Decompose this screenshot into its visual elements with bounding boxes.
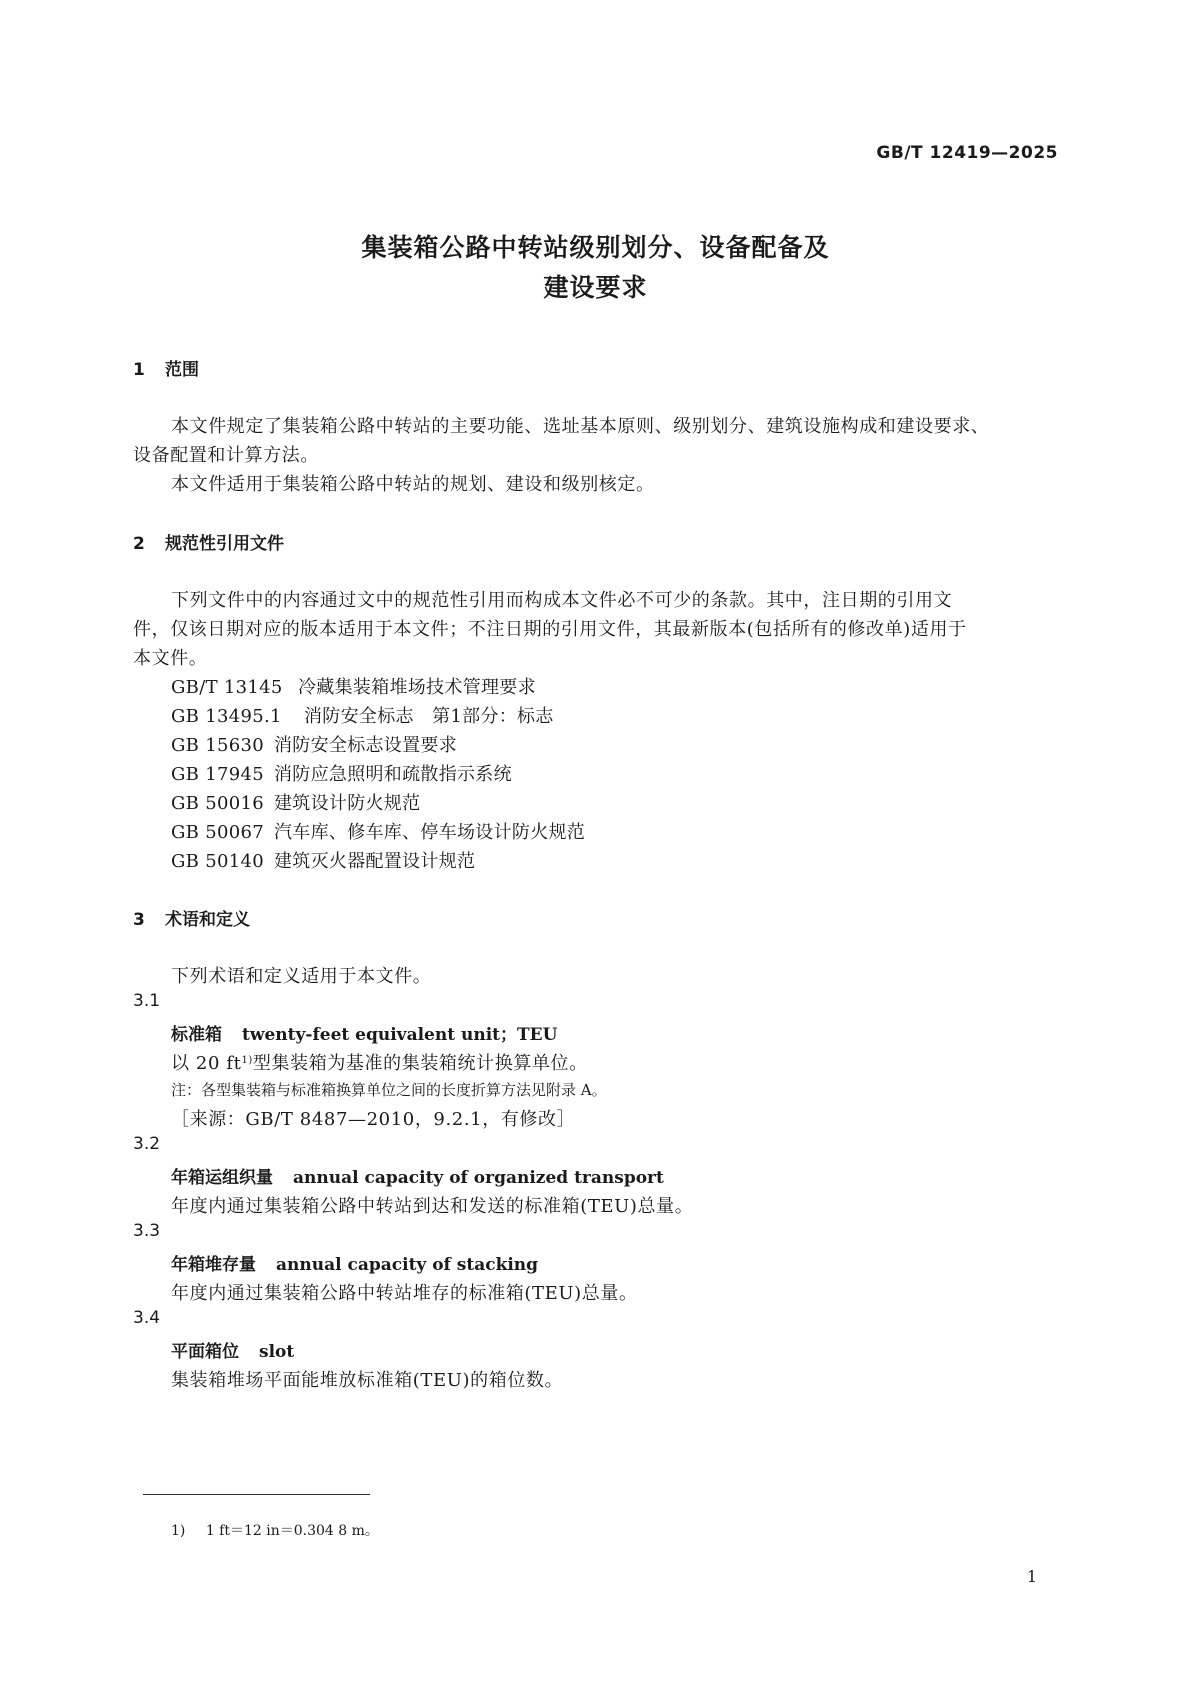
document-title-line-1: 集装箱公路中转站级别划分、设备配备及 [361,233,830,262]
footnote-rule [143,1494,370,1495]
section-3-heading [133,905,250,930]
section-title: 规范性引用文件 [165,534,284,554]
section-number: 1 [133,360,145,380]
ref-title: 汽车库、修车库、停车场设计防火规范 [274,822,586,843]
document-code: GB/T 12419—2025 [876,143,1058,163]
ref-code: GB 50140 [171,851,264,872]
term-en: twenty-feet equivalent unit；TEU [242,1025,558,1045]
term-zh: 年箱运组织量 [171,1168,273,1188]
footnote-text: 1 ft＝12 in＝0.304 8 m。 [205,1523,379,1539]
section-number: 2 [133,534,145,554]
normative-ref-item [171,702,554,728]
ref-code: GB/T 13145 [171,677,283,698]
term-number: 3.4 [133,1308,161,1328]
definition-text: 型集装箱为基准的集装箱统计换算单位。 [252,1053,588,1074]
normative-ref-item [171,673,536,699]
normative-ref-item [171,789,420,815]
term-zh: 标准箱 [171,1025,222,1045]
terms-intro: 下列术语和定义适用于本文件。 [171,966,432,987]
section-title: 术语和定义 [165,910,250,930]
ref-title: 冷藏集装箱堆场技术管理要求 [298,677,536,698]
term-note: 注：各型集装箱与标准箱换算单位之间的长度折算方法见附录 A。 [171,1081,607,1099]
section-title: 范围 [165,360,199,380]
document-title-line-2: 建设要求 [543,273,648,302]
footnote-reference: 1) [241,1055,253,1066]
term-en: slot [259,1342,295,1362]
term-definition: 年度内通过集装箱公路中转站堆存的标准箱(TEU)总量。 [171,1283,638,1304]
normative-intro-line-2: 件，仅该日期对应的版本适用于本文件；不注日期的引用文件，其最新版本(包括所有的修改单)适用于 [133,619,967,640]
section-2-heading [133,529,284,554]
ref-title: 消防安全标志设置要求 [274,735,457,756]
term-source: ［来源：GB/T 8487—2010，9.2.1，有修改］ [171,1109,576,1130]
ref-code: GB 50016 [171,793,264,814]
term-zh: 平面箱位 [171,1342,239,1362]
ref-code: GB 13495.1 [171,706,282,727]
term-entry [171,1337,294,1362]
term-definition: 集装箱堆场平面能堆放标准箱(TEU)的箱位数。 [171,1370,564,1391]
footnote-marker: 1) [171,1523,186,1539]
term-entry [171,1163,664,1188]
section-number: 3 [133,910,145,930]
normative-ref-item [171,847,475,873]
normative-ref-item [171,818,585,844]
page-number: 1 [1026,1567,1037,1586]
ref-code: GB 50067 [171,822,264,843]
ref-code: GB 15630 [171,735,264,756]
ref-title: 建筑设计防火规范 [274,793,421,814]
term-en: annual capacity of organized transport [293,1168,664,1188]
term-number: 3.2 [133,1134,161,1154]
definition-text: 以 20 ft [171,1053,242,1074]
ref-title: 消防安全标志 第1部分：标志 [304,706,554,727]
scope-paragraph-1-line-1: 本文件规定了集装箱公路中转站的主要功能、选址基本原则、级别划分、建筑设施构成和建设要求、 [171,416,990,437]
term-definition: 年度内通过集装箱公路中转站到达和发送的标准箱(TEU)总量。 [171,1196,694,1217]
term-zh: 年箱堆存量 [171,1255,256,1275]
normative-ref-item [171,731,457,757]
scope-paragraph-1-line-2: 设备配置和计算方法。 [133,445,319,466]
normative-ref-item [171,760,512,786]
term-entry [171,1250,538,1275]
normative-intro-line-1: 下列文件中的内容通过文中的规范性引用而构成本文件必不可少的条款。其中，注日期的引用文 [171,590,953,611]
term-number: 3.1 [133,991,161,1011]
ref-title: 建筑灭火器配置设计规范 [274,851,476,872]
normative-intro-line-3: 本文件。 [133,648,208,669]
scope-paragraph-2: 本文件适用于集装箱公路中转站的规划、建设和级别核定。 [171,474,655,495]
term-number: 3.3 [133,1221,161,1241]
term-entry [171,1020,557,1045]
footnote [171,1520,379,1540]
ref-title: 消防应急照明和疏散指示系统 [274,764,512,785]
term-en: annual capacity of stacking [276,1255,539,1275]
term-definition [171,1049,588,1075]
ref-code: GB 17945 [171,764,264,785]
section-1-heading [133,355,199,380]
